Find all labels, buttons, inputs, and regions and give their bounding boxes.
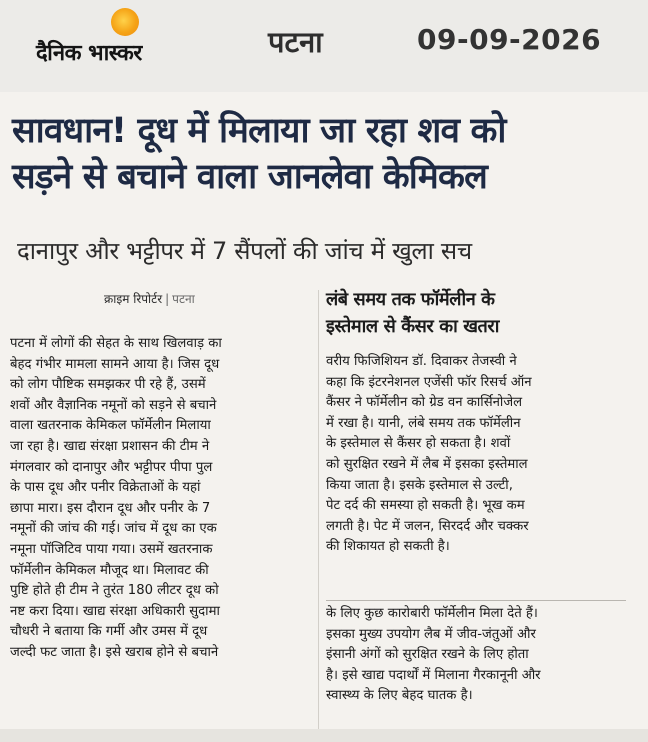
article-headline: [12, 108, 638, 200]
text-line: पटना में लोगों की सेहत के साथ खिलवाड़ का: [10, 336, 222, 351]
sidebar-heading: [326, 286, 626, 340]
text-line: मंगलवार को दानापुर और भट्टीपर पीपा पुल: [10, 459, 213, 475]
text-line: के पास दूध और पनीर विक्रेताओं के यहां: [10, 480, 201, 496]
text-line: इसका मुख्य उपयोग लैब में जीव-जंतुओं और: [326, 626, 536, 642]
text-line: छापा मारा। इस दौरान दूध और पनीर के 7: [10, 500, 211, 516]
newspaper-brand: दैनिक भास्कर: [36, 41, 142, 66]
text-line: लगती है। पेट में जलन, सिरदर्द और चक्कर: [326, 518, 529, 534]
text-line: है। इसे खाद्य पदार्थों में मिलाना गैरकानूनी और: [326, 667, 541, 683]
right-column-bottom: [326, 604, 626, 707]
left-column: [10, 334, 313, 664]
sidebar-heading-line: लंबे समय तक फॉर्मेलीन के: [326, 289, 495, 310]
text-line: की शिकायत हो सकती है।: [326, 539, 450, 555]
page-bottom-edge: [0, 729, 648, 742]
section-divider: [326, 600, 626, 601]
text-line: बेहद गंभीर मामला सामने आया है। जिस दूध: [10, 356, 220, 372]
edition-date: 09-09-2026: [417, 23, 602, 56]
text-line: स्वास्थ्य के लिए बेहद घातक है।: [326, 688, 473, 704]
text-line: फॉर्मेलीन केमिकल मौजूद था। मिलावट की: [10, 562, 209, 578]
text-line: चौधरी ने बताया कि गर्मी और उमस में दूध: [10, 624, 208, 640]
text-line: जा रहा है। खाद्य संरक्षा प्रशासन की टीम ने: [10, 438, 210, 454]
text-line: को लोग पौष्टिक समझकर पी रहे हैं, उसमें: [10, 377, 206, 393]
text-line: शवों और वैज्ञानिक नमूनों को सड़ने से बचाने: [10, 397, 217, 413]
text-line: वाला खतरनाक केमिकल फॉर्मेलीन मिलाया: [10, 418, 211, 434]
text-line: पुष्टि होते ही टीम ने तुरंत 180 लीटर दूध को: [10, 583, 219, 599]
text-line: के लिए कुछ कारोबारी फॉर्मेलीन मिला देते हैं।: [326, 606, 538, 621]
masthead: [0, 0, 648, 92]
text-line: इंसानी अंगों को सुरक्षित रखने के लिए होता: [326, 647, 529, 663]
text-line: वरीय फिजिशियन डॉ. दिवाकर तेजस्वी ने: [326, 354, 517, 369]
text-line: पेट दर्द की समस्या हो सकती है। भूख कम: [326, 498, 525, 514]
text-line: कहा कि इंटरनेशनल एजेंसी फॉर रिसर्च ऑन: [326, 374, 532, 390]
byline-reporter: क्राइम रिपोर्टर: [104, 292, 163, 306]
text-line: कैंसर ने फॉर्मेलीन को ग्रेड वन कार्सिनोजेल: [326, 395, 523, 411]
text-line: जल्दी फट जाता है। इसे खराब होने से बचाने: [10, 644, 219, 660]
article-subheadline: दानापुर और भट्टीपर में 7 सैंपलों की जांच में खुला सच: [17, 237, 472, 265]
text-line: के इस्तेमाल से कैंसर हो सकता है। शवों: [326, 436, 511, 452]
column-divider: [318, 290, 319, 730]
byline: [104, 290, 195, 307]
text-line: नमूनों की जांच की गई। जांच में दूध का एक: [10, 521, 217, 537]
right-column-top: [326, 352, 626, 558]
sun-logo-icon: [111, 8, 139, 36]
byline-separator: |: [165, 292, 170, 306]
sidebar-heading-line: इस्तेमाल से कैंसर का खतरा: [326, 316, 500, 337]
edition-city: पटना: [268, 25, 323, 59]
byline-place: पटना: [172, 292, 195, 306]
headline-line: सावधान! दूध में मिलाया जा रहा शव को: [12, 111, 506, 151]
text-line: किया जाता है। इसके इस्तेमाल से उल्टी,: [326, 477, 513, 493]
text-line: में रखा है। यानी, लंबे समय तक फॉर्मेलीन: [326, 415, 521, 431]
headline-line: सड़ने से बचाने वाला जानलेवा केमिकल: [12, 157, 488, 197]
text-line: नमूना पॉजिटिव पाया गया। उसमें खतरनाक: [10, 541, 213, 557]
text-line: को सुरक्षित रखने में लैब में इसका इस्तेमाल: [326, 456, 528, 472]
text-line: नष्ट करा दिया। खाद्य संरक्षा अधिकारी सुदामा: [10, 603, 220, 619]
